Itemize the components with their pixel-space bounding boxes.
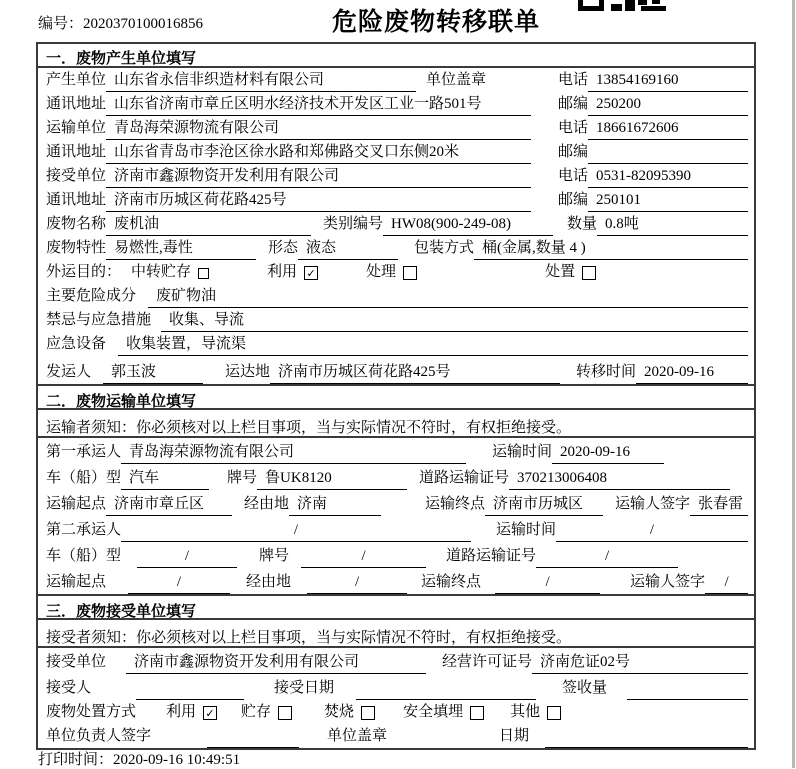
purpose-option-label: 中转贮存 (131, 264, 192, 280)
hazard-value: 废矿物油 (148, 284, 748, 308)
dest2-value: / (495, 574, 600, 594)
print-time-value: 2020-09-16 10:49:51 (113, 752, 241, 768)
section1-header: 一．废物产生单位填写 (38, 44, 754, 68)
checkbox-disposal-landfill (470, 706, 484, 720)
row-route1 (38, 490, 754, 516)
disposal-option-landfill (403, 700, 484, 724)
transporter-value: 青岛海荣源物流有限公司 (106, 116, 531, 140)
accepting-unit-value: 济南市鑫源物资开发利用有限公司 (126, 650, 426, 674)
received-qty-label: 签收量 (562, 680, 608, 696)
sign1-label: 运输人签字 (615, 496, 691, 512)
vehicle2-value: / (137, 548, 237, 568)
row-transporter-address (38, 140, 754, 164)
receiver-value: 济南市鑫源物资开发利用有限公司 (106, 164, 531, 188)
vehicle1-label: 车（船）型 (46, 470, 122, 486)
row-second-carrier (38, 516, 754, 542)
qr-code-icon (578, 0, 666, 11)
addr2-value: 山东省青岛市李沧区徐水路和郑佛路交叉口东侧20米 (106, 140, 531, 164)
disposal-option-label: 其他 (510, 704, 541, 720)
via2-value: / (307, 574, 407, 594)
section3-header: 三．废物接受单位填写 (38, 594, 754, 620)
document-number-value: 2020370100016856 (83, 16, 204, 32)
origin2-label: 运输起点 (46, 574, 107, 590)
phone1-label: 电话 (557, 72, 588, 88)
row-receiver (38, 164, 754, 188)
dest1-label: 运输终点 (425, 496, 486, 512)
disposal-option-store (241, 700, 292, 724)
taboo-label: 禁忌与应急措施 (46, 312, 152, 328)
destination-value: 济南市历城区荷花路425号 (270, 360, 560, 384)
license1-value: 370213006408 (509, 470, 730, 490)
plate1-label: 牌号 (227, 470, 258, 486)
carrier2-value: / (121, 522, 471, 542)
disposal-option-utilize (166, 700, 217, 724)
purpose-option-treat (366, 260, 417, 284)
date-label: 日期 (499, 728, 530, 744)
zip2-label: 邮编 (557, 144, 588, 160)
row-vehicle2 (38, 542, 754, 568)
phone1-value: 13854169160 (588, 72, 748, 92)
plate2-label: 牌号 (259, 548, 290, 564)
row-acceptor (38, 674, 754, 700)
purpose-label: 外运目的： (46, 264, 122, 280)
transport-time2-value: / (556, 522, 748, 542)
row-taboo-measures (38, 308, 754, 332)
purpose-option-transfer-storage (131, 260, 209, 284)
sign2-label: 运输人签字 (630, 574, 706, 590)
row-vehicle1 (38, 464, 754, 490)
transport-time1-label: 运输时间 (492, 444, 553, 460)
checkbox-transfer-storage (198, 268, 209, 279)
purpose-option-label: 利用 (267, 264, 298, 280)
row-first-carrier (38, 438, 754, 464)
shipper-label: 发运人 (46, 364, 92, 380)
transfer-time-label: 转移时间 (576, 364, 637, 380)
manifest-form (36, 42, 756, 750)
disposal-option-label: 焚烧 (324, 704, 355, 720)
row-manager-signature (38, 724, 754, 748)
dest2-label: 运输终点 (421, 574, 482, 590)
taboo-value: 收集、导流 (161, 308, 748, 332)
traits-label: 废物特性 (46, 240, 107, 256)
zip1-label: 邮编 (557, 96, 588, 112)
producer-label: 产生单位 (46, 72, 107, 88)
via1-label: 经由地 (244, 496, 290, 512)
disposal-option-label: 利用 (166, 704, 197, 720)
received-qty-value (627, 697, 748, 700)
disposal-option-label: 安全填埋 (403, 704, 464, 720)
row-transport-purpose (38, 260, 754, 284)
addr1-value: 山东省济南市章丘区明水经济技术开发区工业一路501号 (106, 92, 531, 116)
vehicle2-label: 车（船）型 (46, 548, 122, 564)
shipper-value: 郭玉波 (103, 360, 203, 384)
permit-label: 经营许可证号 (442, 654, 533, 670)
transport-time1-value: 2020-09-16 (552, 444, 664, 464)
accept-date-label: 接受日期 (274, 680, 335, 696)
license2-label: 道路运输证号 (446, 548, 537, 564)
packing-label: 包装方式 (414, 240, 475, 256)
purpose-option-dispose (545, 260, 596, 284)
carrier1-label: 第一承运人 (46, 444, 122, 460)
form-label: 形态 (268, 240, 299, 256)
page-right-edge (792, 0, 795, 768)
row-producer-address (38, 92, 754, 116)
sign2-value: / (705, 574, 748, 594)
dest1-value: 济南市历城区 (485, 492, 603, 516)
waste-name-value: 废机油 (106, 212, 311, 236)
addr3-label: 通讯地址 (46, 192, 107, 208)
disposal-option-other (510, 700, 561, 724)
print-time-label: 打印时间： (38, 752, 114, 768)
phone2-value: 18661672606 (588, 120, 748, 140)
transport-time2-label: 运输时间 (496, 522, 557, 538)
traits-value: 易燃性,毒性 (106, 236, 256, 260)
section2-notice: 运输者须知：你必须核对以上栏目事项，当与实际情况不符时，有权拒绝接受。 (38, 410, 754, 438)
via2-label: 经由地 (246, 574, 292, 590)
row-waste-name (38, 212, 754, 236)
plate1-value: 鲁UK8120 (257, 466, 407, 490)
section3-notice: 接受者须知：你必须核对以上栏目事项，当与实际情况不符时，有权拒绝接受。 (38, 620, 754, 648)
row-receiver-address (38, 188, 754, 212)
print-time (38, 748, 240, 769)
addr1-label: 通讯地址 (46, 96, 107, 112)
receiver-label: 接受单位 (46, 168, 107, 184)
unit-seal-label: 单位盖章 (426, 72, 487, 88)
hazard-label: 主要危险成分 (46, 288, 137, 304)
date-value (545, 745, 748, 748)
purpose-option-label: 处理 (366, 264, 397, 280)
disposal-option-label: 贮存 (241, 704, 272, 720)
accepting-unit-label: 接受单位 (46, 654, 107, 670)
origin1-value: 济南市章丘区 (106, 492, 232, 516)
document-number-label: 编号： (38, 16, 84, 32)
checkbox-disposal-incinerate (361, 706, 375, 720)
license1-label: 道路运输证号 (419, 470, 510, 486)
disposal-label: 废物处置方式 (46, 704, 137, 720)
zip3-value: 250101 (588, 192, 748, 212)
equipment-value: 收集装置，导流渠 (118, 332, 748, 356)
via1-value: 济南 (289, 492, 381, 516)
row-hazard-components (38, 284, 754, 308)
phone3-label: 电话 (557, 168, 588, 184)
row-disposal-method (38, 700, 754, 724)
section2-header: 二．废物运输单位填写 (38, 384, 754, 410)
checkbox-utilize: ✓ (304, 266, 318, 280)
origin2-value: / (128, 574, 230, 594)
page-title: 危险废物转移联单 (332, 9, 541, 36)
row-emergency-equipment (38, 332, 754, 356)
addr3-value: 济南市历城区荷花路425号 (106, 188, 531, 212)
category-label: 类别编号 (323, 216, 384, 232)
phone3-value: 0531-82095390 (588, 168, 748, 188)
waste-name-label: 废物名称 (46, 216, 107, 232)
purpose-option-utilize (267, 260, 318, 284)
row-shipper (38, 356, 754, 384)
sign1-value: 张春雷 (690, 492, 748, 516)
packing-value: 桶(金属,数量 4 ) (474, 236, 748, 260)
checkbox-disposal-other (547, 706, 561, 720)
checkbox-treat (403, 266, 417, 280)
producer-value: 山东省永信非织造材料有限公司 (106, 68, 416, 92)
permit-value: 济南危证02号 (532, 650, 748, 674)
checkbox-dispose (582, 266, 596, 280)
destination-label: 运达地 (225, 364, 271, 380)
phone2-label: 电话 (557, 120, 588, 136)
category-value: HW08(900-249-08) (383, 216, 553, 236)
transfer-time-value: 2020-09-16 (636, 364, 748, 384)
row-producer (38, 68, 754, 92)
transporter-label: 运输单位 (46, 120, 107, 136)
plate2-value: / (301, 548, 426, 568)
acceptor-label: 接受人 (46, 680, 92, 696)
quantity-value: 0.8吨 (597, 212, 748, 236)
zip1-value: 250200 (588, 96, 748, 116)
document-number (38, 12, 203, 33)
addr2-label: 通讯地址 (46, 144, 107, 160)
unit-seal3-label: 单位盖章 (327, 728, 388, 744)
row-transporter (38, 116, 754, 140)
zip3-label: 邮编 (557, 192, 588, 208)
manager-sign-label: 单位负责人签字 (46, 728, 152, 744)
origin1-label: 运输起点 (46, 496, 107, 512)
form-value: 液态 (298, 236, 398, 260)
row-accepting-unit (38, 648, 754, 674)
zip2-value (588, 161, 748, 164)
row-waste-traits (38, 236, 754, 260)
row-route2 (38, 568, 754, 594)
equipment-label: 应急设备 (46, 336, 107, 352)
quantity-label: 数量 (567, 216, 598, 232)
purpose-option-label: 处置 (545, 264, 576, 280)
checkbox-disposal-store (278, 706, 292, 720)
vehicle1-value: 汽车 (121, 466, 209, 490)
disposal-option-incinerate (324, 700, 375, 724)
license2-value: / (536, 548, 678, 568)
checkbox-disposal-utilize: ✓ (203, 706, 217, 720)
carrier1-value: 青岛海荣源物流有限公司 (121, 440, 466, 464)
carrier2-label: 第二承运人 (46, 522, 122, 538)
